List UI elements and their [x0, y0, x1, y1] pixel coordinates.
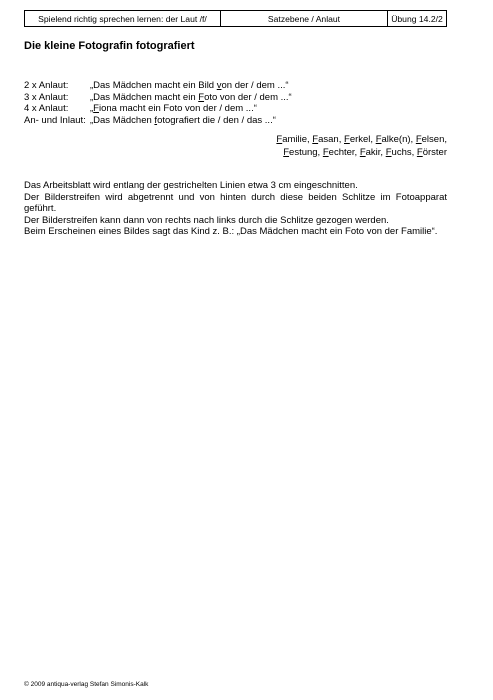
- word: Fechter,: [322, 146, 358, 158]
- word: Förster: [416, 146, 447, 158]
- example-sentences: [24, 80, 292, 126]
- header-exercise: Übung 14.2/2: [391, 13, 443, 24]
- word: Felsen,: [415, 134, 447, 145]
- example-sentence: „Das Mädchen fotografiert die / den / das ...“: [90, 114, 276, 126]
- example-sentence: „Fiona macht ein Foto von der / dem ...“: [90, 103, 257, 115]
- word: Fuchs,: [385, 146, 415, 158]
- example-row: [24, 80, 292, 92]
- example-row: [24, 103, 292, 115]
- example-sentence: „Das Mädchen macht ein Foto von der / dem ...“: [90, 91, 292, 103]
- page-title: Die kleine Fotografin fotografiert: [24, 40, 195, 52]
- word: Falke(n),: [375, 134, 414, 145]
- header-course: Spielend richtig sprechen lernen: der Laut /f/: [25, 11, 221, 26]
- word: Ferkel,: [344, 134, 374, 145]
- word-list-line-1: [276, 134, 447, 147]
- header-level: Satzebene / Anlaut: [221, 11, 388, 26]
- example-label: 2 x Anlaut:: [24, 80, 69, 92]
- example-sentence: „Das Mädchen macht ein Bild von der / dem ...“: [90, 80, 289, 92]
- example-row: [24, 92, 292, 104]
- word: Familie,: [276, 134, 310, 145]
- word: Fasan,: [312, 134, 342, 145]
- example-row: [24, 115, 292, 127]
- copyright-footer: © 2009 antiqua-verlag Stefan Simonis-Kalk: [24, 681, 149, 688]
- word: Festung,: [283, 146, 321, 158]
- word-list-line-2: [276, 147, 447, 160]
- header-table: [24, 10, 447, 27]
- instruction-paragraph: Beim Erscheinen eines Bildes sagt das Kind z. B.: „Das Mädchen macht ein Foto von der Familie“.: [24, 226, 438, 237]
- word-list: [276, 134, 447, 159]
- example-label: 4 x Anlaut:: [24, 103, 69, 115]
- example-label: 3 x Anlaut:: [24, 91, 69, 103]
- instructions: [24, 180, 447, 238]
- instruction-paragraph: Der Bilderstreifen wird abgetrennt und von hinten durch diese beiden Schlitze im Fotoapparat geführt.: [24, 191, 447, 214]
- instruction-paragraph: Das Arbeitsblatt wird entlang der gestrichelten Linien etwa 3 cm eingeschnitten.: [24, 180, 358, 191]
- example-label: An- und Inlaut:: [24, 114, 86, 126]
- word: Fakir,: [359, 146, 384, 158]
- instruction-paragraph: Der Bilderstreifen kann dann von rechts nach links durch die Schlitze gezogen werden.: [24, 214, 389, 226]
